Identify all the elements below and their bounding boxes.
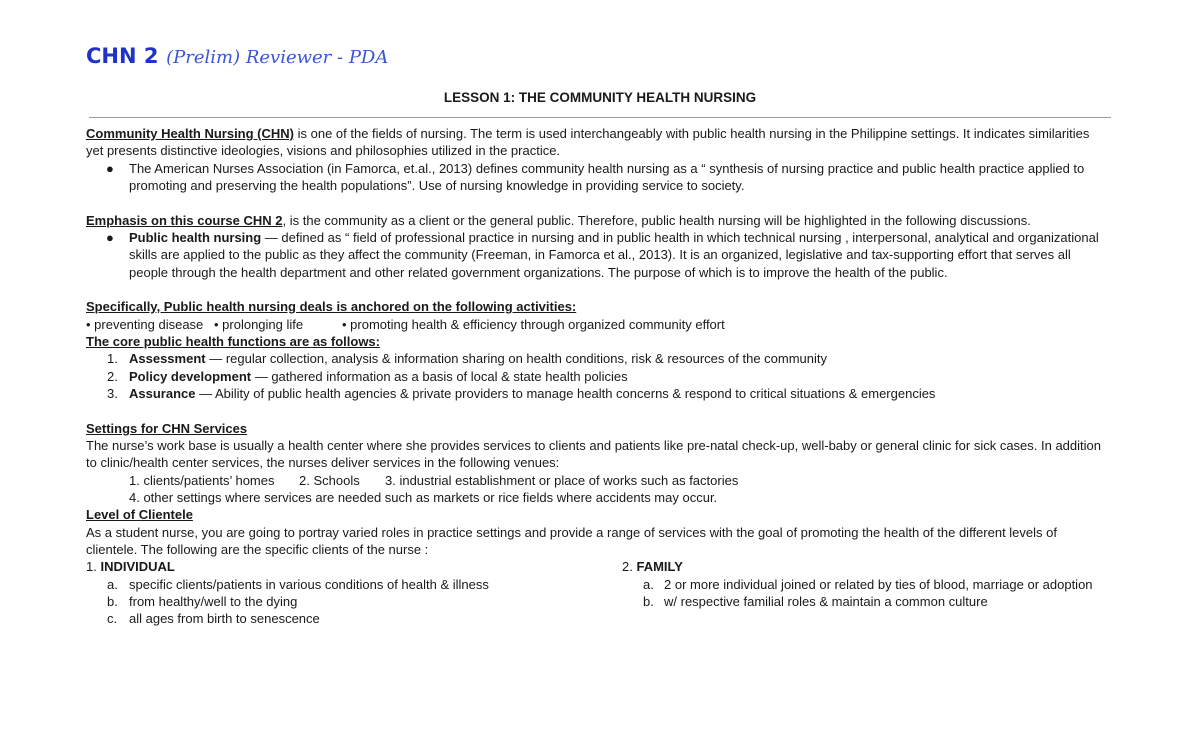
core-desc-3: — Ability of public health agencies & private providers to manage health concerns & respond to critical situations & emergencies	[195, 386, 936, 401]
core-term-1: Assessment	[129, 351, 206, 366]
family-letter-b: b.	[643, 594, 654, 609]
venue-2: 2. Schools	[299, 473, 360, 488]
family-item-a: 2 or more individual joined or related by ties of blood, marriage or adoption	[664, 577, 1093, 592]
clientele-heading	[86, 506, 193, 523]
family-label: FAMILY	[636, 559, 683, 574]
family-num: 2.	[622, 559, 633, 574]
clientele-line-2: clientele. The following are the specific clients of the nurse :	[86, 542, 429, 557]
chn-term: Community Health Nursing (CHN)	[86, 126, 294, 141]
bullet-dot-icon: ●	[106, 230, 114, 245]
individual-label: INDIVIDUAL	[100, 559, 175, 574]
core-desc-1: — regular collection, analysis & information sharing on health conditions, risk & resources of the community	[205, 351, 828, 366]
emphasis-line-1	[86, 212, 1031, 229]
family-letter-a: a.	[643, 577, 654, 592]
bullet-dot-icon: ●	[106, 161, 114, 176]
phn-bullet-line-1	[129, 229, 1099, 246]
settings-line-1: The nurse’s work base is usually a health center where she provides services to clients and patients like pre-natal check-up, well-baby or general clinic for sick cases. In addition	[86, 438, 1101, 453]
core-desc-2: — gathered information as a basis of local & state health policies	[251, 369, 628, 384]
activity-item-1: • preventing disease	[86, 317, 204, 332]
individual-letter-a: a.	[107, 577, 118, 592]
family-item-b: w/ respective familial roles & maintain a common culture	[664, 594, 988, 609]
title-subtitle: (Prelim) Reviewer - PDA	[166, 47, 389, 68]
horizontal-divider	[89, 117, 1111, 118]
settings-heading-text: Settings for CHN Services	[86, 421, 248, 436]
core-item-3	[129, 385, 935, 402]
intro-line-2: yet presents distinctive ideologies, visions and philosophies utilized in the practice.	[86, 143, 561, 158]
venue-4: 4. other settings where services are needed such as markets or rice fields where accidents may occur.	[129, 490, 718, 505]
activities-heading-text: Specifically, Public health nursing deals is anchored on the following activities:	[86, 299, 577, 314]
phn-text-1: — defined as “ field of professional practice in nursing and in public health in which technical nursing , interpersonal, analytical and organizational	[261, 230, 1099, 245]
venue-3: 3. industrial establishment or place of works such as factories	[385, 473, 739, 488]
activity-item-2: • prolonging life	[214, 317, 304, 332]
venue-1: 1. clients/patients’ homes	[129, 473, 275, 488]
core-num-1: 1.	[107, 351, 118, 366]
document-title	[86, 44, 388, 68]
individual-heading	[86, 558, 175, 575]
settings-line-2: to clinic/health center services, the nurses deliver services in the following venues:	[86, 455, 560, 470]
emphasis-term: Emphasis on this course CHN 2	[86, 213, 283, 228]
individual-letter-b: b.	[107, 594, 118, 609]
core-num-2: 2.	[107, 369, 118, 384]
individual-item-a: specific clients/patients in various conditions of health & illness	[129, 577, 489, 592]
family-heading	[622, 558, 683, 575]
core-item-1	[129, 350, 827, 367]
core-heading	[86, 333, 380, 350]
intro-text-1: is one of the fields of nursing. The term is used interchangeably with public health nursing in the Philippine settings. It indicates similarities	[294, 126, 1090, 141]
individual-num: 1.	[86, 559, 97, 574]
intro-line-1	[86, 125, 1089, 142]
core-term-3: Assurance	[129, 386, 196, 401]
ana-bullet-line-1: The American Nurses Association (in Famorca, et.al., 2013) defines community health nursing as a “ synthesis of nursing practice and public health practice applied to	[129, 161, 1085, 176]
core-term-2: Policy development	[129, 369, 252, 384]
core-num-3: 3.	[107, 386, 118, 401]
activities-heading	[86, 298, 576, 315]
core-heading-text: The core public health functions are as follows:	[86, 334, 380, 349]
emphasis-text: , is the community as a client or the general public. Therefore, public health nursing will be highlighted in the following discussions.	[282, 213, 1031, 228]
phn-term: Public health nursing	[129, 230, 262, 245]
clientele-line-1: As a student nurse, you are going to portray varied roles in practice settings and provide a range of services with the goal of promoting the health of the different levels of	[86, 525, 1057, 540]
individual-letter-c: c.	[107, 611, 118, 626]
lesson-heading: LESSON 1: THE COMMUNITY HEALTH NURSING	[443, 90, 757, 105]
clientele-heading-text: Level of Clientele	[86, 507, 193, 522]
individual-item-b: from healthy/well to the dying	[129, 594, 298, 609]
settings-heading	[86, 420, 247, 437]
phn-bullet-line-3: people through the health department and other related government organizations. The purpose of which is to improve the health of the public.	[129, 265, 948, 280]
activity-item-3: • promoting health & efficiency through organized community effort	[342, 317, 725, 332]
individual-item-c: all ages from birth to senescence	[129, 611, 320, 626]
ana-bullet-line-2: promoting and preserving the health populations”. Use of nursing knowledge in providing service to society.	[129, 178, 745, 193]
core-item-2	[129, 368, 628, 385]
phn-bullet-line-2: skills are applied to the public as they affect the community (Freeman, in Famorca et al., 2013). It is an organized, legislative and tax-supporting effort that serves all	[129, 247, 1071, 262]
title-main: CHN 2	[86, 44, 159, 68]
